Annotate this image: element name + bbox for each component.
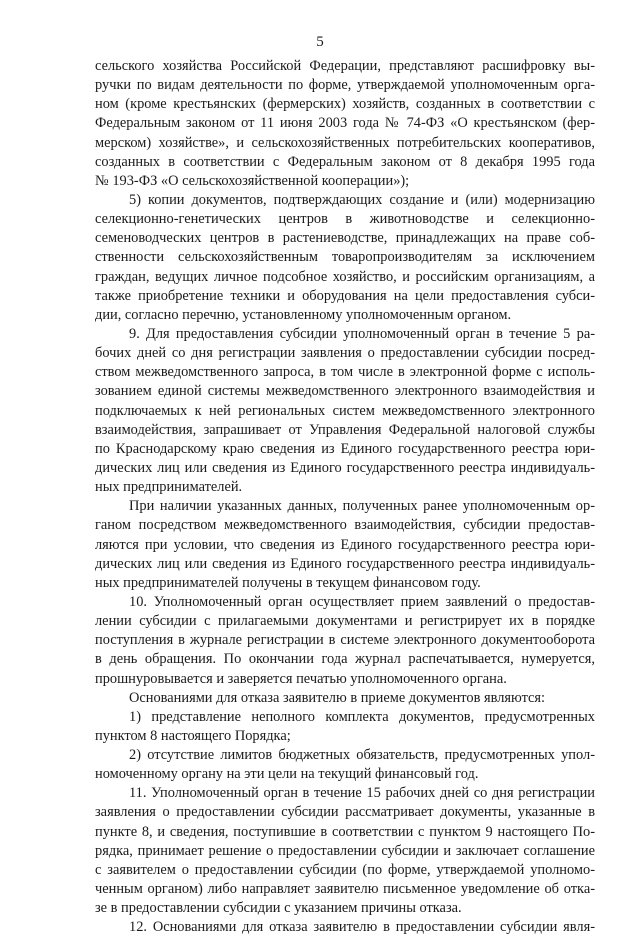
text-line: граждан, ведущих личное подсобное хозяйство, и российским организациям, а bbox=[95, 268, 595, 285]
text-line: ченным органом) либо направляет заявителю письменное уведомление об отка- bbox=[95, 881, 595, 898]
text-line: поступления в журнале регистрации в системе электронного документооборота bbox=[95, 632, 595, 649]
text-line: 10. Уполномоченный орган осуществляет прием заявлений о предостав- bbox=[129, 593, 595, 610]
text-line: 12. Основаниями для отказа заявителю в предоставлении субсидии явля- bbox=[129, 919, 595, 936]
paragraph bbox=[95, 746, 595, 784]
text-line: ручки по видам деятельности по форме, утверждаемой уполномоченным орга- bbox=[95, 77, 595, 94]
text-line: заявления о предоставлении субсидии рассматривает документы, указанные в bbox=[95, 804, 595, 821]
text-line: При наличии указанных данных, полученных ранее уполномоченным ор- bbox=[129, 498, 595, 515]
text-line: 2) отсутствие лимитов бюджетных обязательств, предусмотренных упол- bbox=[129, 747, 595, 764]
paragraph bbox=[95, 325, 595, 497]
text-line: пункте 8, и сведения, поступившие в соответствии с пунктом 9 настоящего По- bbox=[95, 823, 595, 840]
text-line: дических лиц или сведения из Единого государственного реестра индивидуаль- bbox=[95, 555, 595, 572]
text-line: ганом посредством межведомственного взаимодействия, субсидии предостав- bbox=[95, 517, 595, 534]
text-line: сельского хозяйства Российской Федерации, представляют расшифровку вы- bbox=[95, 58, 595, 74]
text-line: мерском) хозяйстве», и сельскохозяйственных потребительских кооперативов, bbox=[95, 134, 595, 151]
paragraph bbox=[95, 593, 595, 689]
text-line: лении субсидии с прилагаемыми документами и регистрирует их в порядке bbox=[95, 613, 595, 630]
text-line: ством межведомственного запроса, в том числе в электронной форме с исполь- bbox=[95, 364, 595, 381]
text-line: ляются при условии, что сведения из Единого государственного реестра юри- bbox=[95, 536, 595, 553]
text-line: с заявителем о предоставлении субсидии (по форме, утверждаемой уполномо- bbox=[95, 861, 595, 878]
text-line: 9. Для предоставления субсидии уполномоченный орган в течение 5 ра- bbox=[129, 325, 595, 342]
paragraph bbox=[95, 191, 595, 325]
text-line: рядка, принимает решение о предоставлении субсидии и заключает соглашение bbox=[95, 842, 595, 859]
paragraph bbox=[95, 708, 595, 746]
paragraph bbox=[95, 784, 595, 918]
text-line: номоченному органу на эти цели на текущий финансовый год. bbox=[95, 766, 479, 783]
text-line: дических лиц или сведения из Единого государственного реестра индивидуаль- bbox=[95, 459, 595, 476]
text-line: зе в предоставлении субсидии с указанием причины отказа. bbox=[95, 900, 462, 917]
text-line: ных предпринимателей получены в текущем финансовом году. bbox=[95, 574, 481, 591]
text-line: созданных в соответствии с Федеральным законом от 8 декабря 1995 года bbox=[95, 153, 595, 170]
text-line: 5) копии документов, подтверждающих создание и (или) модернизацию bbox=[129, 191, 595, 208]
text-line: ственности сельскохозяйственным товаропроизводителям за исключением bbox=[95, 249, 595, 266]
paragraph bbox=[95, 497, 595, 593]
text-line: взаимодействия, запрашивает от Управления Федеральной налоговой службы bbox=[95, 421, 595, 438]
text-line: зованием единой системы межведомственного электронного взаимодействия и bbox=[95, 383, 595, 400]
paragraph bbox=[95, 57, 595, 191]
paragraph bbox=[95, 689, 595, 708]
text-line: также приобретение техники и оборудования на цели предоставления субси- bbox=[95, 287, 595, 304]
text-line: дии, согласно перечню, установленному уполномоченным органом. bbox=[95, 306, 512, 323]
text-line: ном (кроме крестьянских (фермерских) хозяйств, созданных в соответствии с bbox=[95, 96, 595, 113]
text-line: семеноводческих центров в растениеводстве, принадлежащих на праве соб- bbox=[95, 230, 595, 247]
text-line: прошнуровывается и заверяется печатью уполномоченного органа. bbox=[95, 670, 507, 687]
text-line: по Краснодарскому краю сведения из Единого государственного реестра юри- bbox=[95, 440, 595, 457]
text-line: 1) представление неполного комплекта документов, предусмотренных bbox=[129, 708, 595, 725]
text-line: № 193-ФЗ «О сельскохозяйственной кооперации»); bbox=[95, 172, 410, 189]
text-line: бочих дней со дня регистрации заявления о предоставлении субсидии посред- bbox=[95, 345, 595, 362]
text-line: подключаемых к ней региональных систем межведомственного электронного bbox=[95, 402, 595, 419]
text-line: ных предпринимателей. bbox=[95, 479, 243, 496]
text-line: селекционно-генетических центров в животноводстве и селекционно- bbox=[95, 211, 595, 228]
text-line: Федеральным законом от 11 июня 2003 года № 74-ФЗ «О крестьянском (фер- bbox=[95, 115, 595, 132]
paragraph bbox=[95, 918, 595, 937]
text-line: Основаниями для отказа заявителю в приеме документов являются: bbox=[129, 689, 546, 706]
page-number: 5 bbox=[316, 34, 324, 50]
text-line: в день обращения. По окончании года журнал распечатывается, нумеруется, bbox=[95, 651, 595, 668]
text-line: пунктом 8 настоящего Порядка; bbox=[95, 727, 291, 744]
text-line: 11. Уполномоченный орган в течение 15 рабочих дней со дня регистрации bbox=[129, 785, 595, 802]
document-body bbox=[95, 57, 595, 937]
